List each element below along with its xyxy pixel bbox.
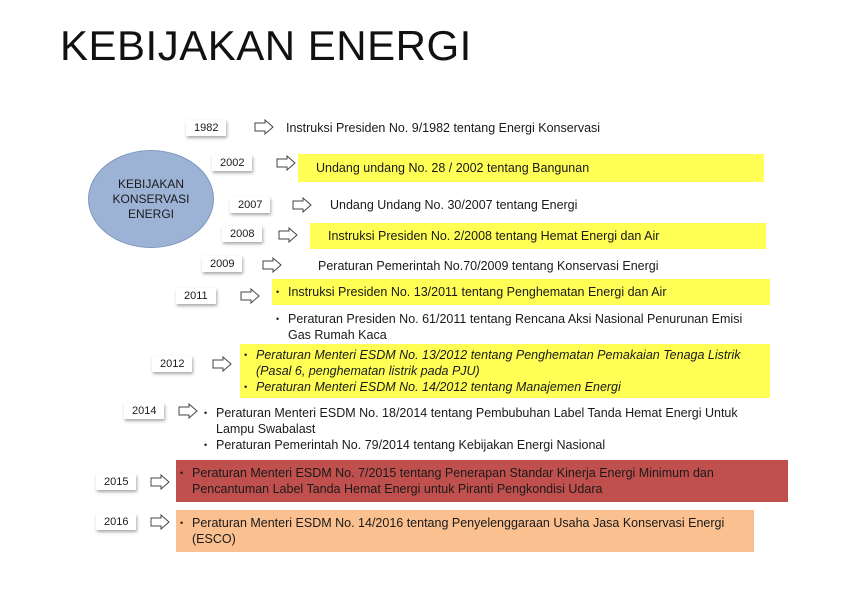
policy-text-2009: Peraturan Pemerintah No.70/2009 tentang Konservasi Energi — [318, 259, 659, 273]
page-title: KEBIJAKAN ENERGI — [60, 22, 472, 69]
policy-text-2008: Instruksi Presiden No. 2/2008 tentang Hemat Energi dan Air — [310, 223, 766, 249]
hub-node: KEBIJAKAN KONSERVASI ENERGI — [88, 150, 214, 248]
policy-text-2007: Undang Undang No. 30/2007 tentang Energi — [330, 198, 578, 212]
year-label-2007: 2007 — [230, 197, 270, 213]
policy-text-2012a: • Peraturan Menteri ESDM No. 13/2012 tentang Penghematan Pemakaian Tenaga Listrik (Pasal 6, penghematan listrik pada PJU) — [244, 347, 746, 379]
policy-text-2016: • Peraturan Menteri ESDM No. 14/2016 tentang Penyelenggaraan Usaha Jasa Konservasi Energi (ESCO) — [180, 515, 748, 547]
year-label-2014: 2014 — [124, 403, 164, 419]
policy-box-2015 — [176, 460, 788, 502]
arrow-icon — [262, 257, 282, 273]
policy-text-2011b: • Peraturan Presiden No. 61/2011 tentang Rencana Aksi Nasional Penurunan Emisi Gas Rumah Kaca — [276, 311, 766, 343]
arrow-icon — [278, 227, 298, 243]
arrow-icon — [178, 403, 198, 419]
year-label-2016: 2016 — [96, 514, 136, 530]
policy-text-2015: • Peraturan Menteri ESDM No. 7/2015 tentang Penerapan Standar Kinerja Energi Minimum dan Pencantuman Label Tanda Hemat Energi untuk Piranti Pengkondisi Udara — [180, 465, 778, 497]
year-label-1982: 1982 — [186, 120, 226, 136]
arrow-icon — [276, 155, 296, 171]
year-label-2015: 2015 — [96, 474, 136, 490]
policy-text-2002: Undang undang No. 28 / 2002 tentang Bangunan — [298, 154, 764, 182]
year-label-2012: 2012 — [152, 356, 192, 372]
arrow-icon — [150, 514, 170, 530]
arrow-icon — [254, 119, 274, 135]
policy-text-2014b: • Peraturan Pemerintah No. 79/2014 tentang Kebijakan Energi Nasional — [204, 437, 772, 453]
policy-text-2014a: • Peraturan Menteri ESDM No. 18/2014 tentang Pembubuhan Label Tanda Hemat Energi Untuk Lampu Swabalast — [204, 405, 772, 437]
policy-box-2014 — [204, 405, 772, 453]
year-label-2011: 2011 — [176, 288, 216, 304]
arrow-icon — [292, 197, 312, 213]
policy-text-1982: Instruksi Presiden No. 9/1982 tentang Energi Konservasi — [286, 121, 601, 135]
arrow-icon — [240, 288, 260, 304]
policy-box-2016 — [176, 510, 754, 552]
policy-box-2012 — [240, 344, 770, 398]
policy-text-2011a: • Instruksi Presiden No. 13/2011 tentang Penghematan Energi dan Air — [276, 284, 770, 300]
policy-box-2011b — [276, 311, 766, 343]
policy-text-2012b: • Peraturan Menteri ESDM No. 14/2012 tentang Manajemen Energi — [244, 379, 770, 395]
year-label-2008: 2008 — [222, 226, 262, 242]
year-label-2009: 2009 — [202, 256, 242, 272]
policy-box-2011a — [272, 279, 770, 305]
year-label-2002: 2002 — [212, 155, 252, 171]
arrow-icon — [150, 474, 170, 490]
arrow-icon — [212, 356, 232, 372]
